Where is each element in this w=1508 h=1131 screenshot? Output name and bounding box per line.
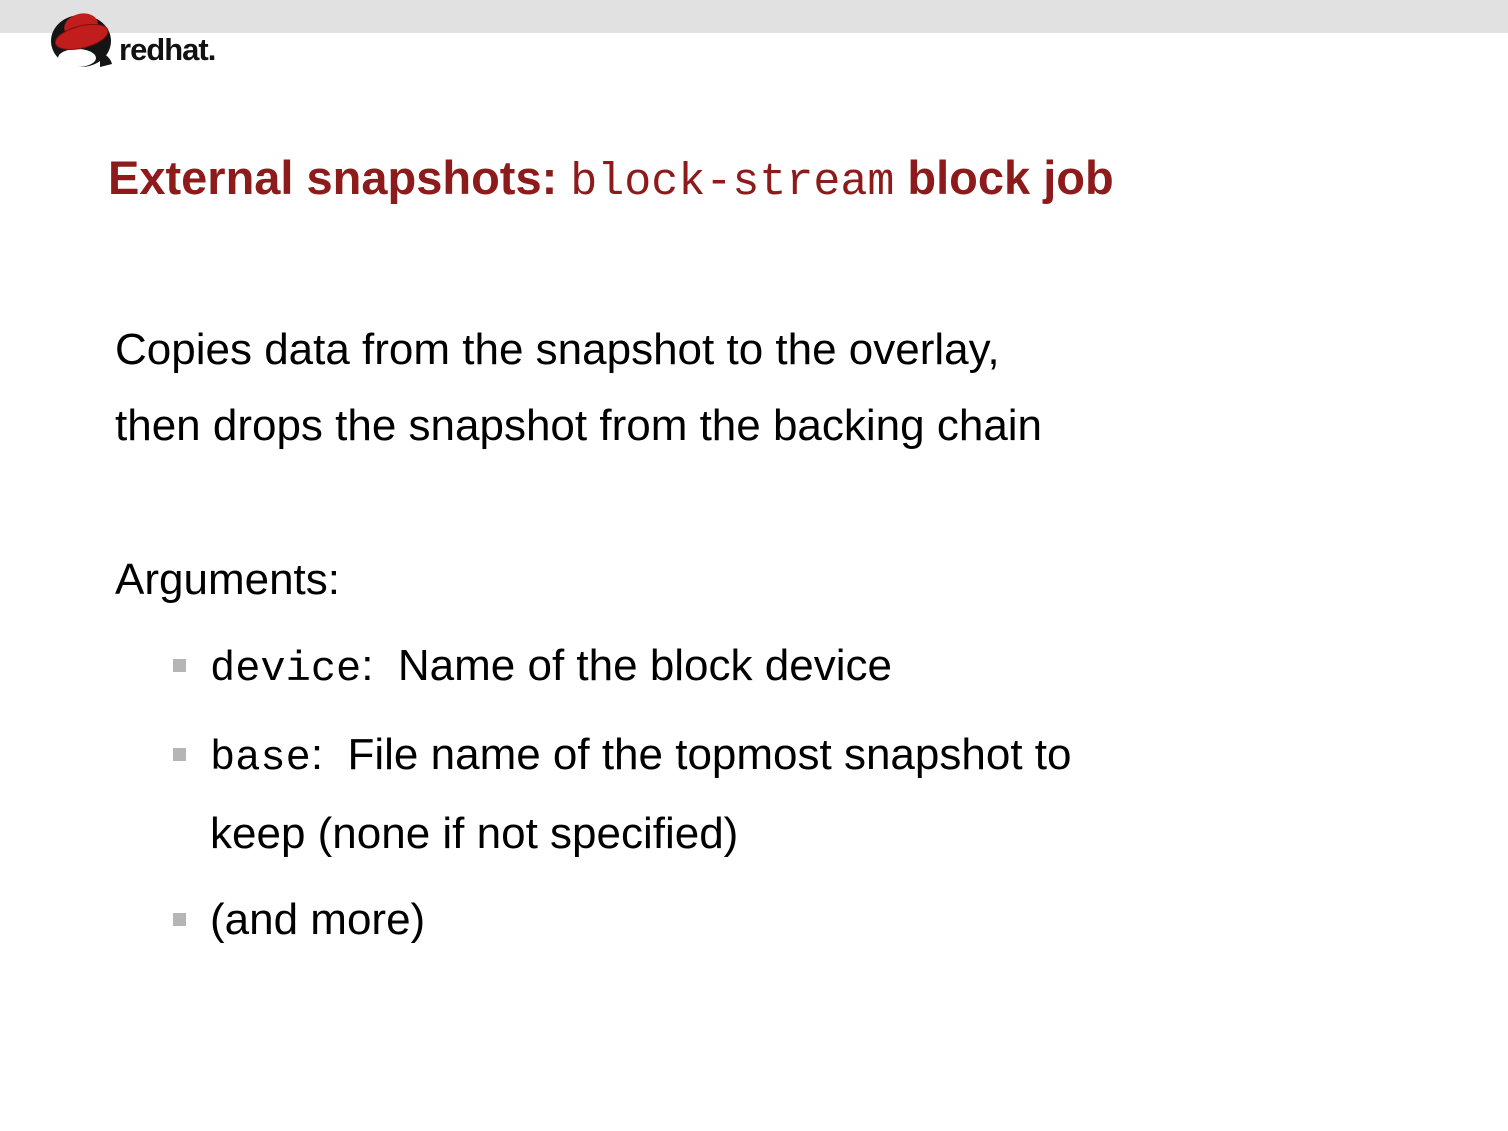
description-paragraph [115, 312, 1405, 464]
base-code: base [210, 734, 311, 782]
redhat-wordmark-hat: hat. [164, 32, 216, 67]
arguments-label: Arguments: [115, 555, 340, 604]
top-gray-bar [0, 0, 1508, 33]
list-item-and-more [115, 882, 1405, 961]
slide-title-code: block-stream [570, 157, 895, 209]
slide-body [115, 312, 1405, 971]
bullet-square-icon [173, 748, 186, 761]
device-text: : Name of the block device [361, 641, 892, 690]
slide-title [108, 147, 1114, 214]
bullet-square-icon [173, 913, 186, 926]
bullet-square-icon [173, 659, 186, 672]
list-item-base [115, 717, 1405, 872]
redhat-logo [48, 10, 215, 68]
list-item-device [115, 628, 1405, 707]
redhat-shadowman-hat-icon [48, 10, 114, 68]
slide-title-part1: External snapshots: [108, 151, 571, 205]
slide-title-part2: block job [894, 151, 1114, 205]
device-code: device [210, 645, 362, 693]
and-more-text: (and more) [210, 895, 426, 944]
description-line-1: Copies data from the snapshot to the overlay, [115, 325, 1000, 374]
base-text: : File name of the topmost snapshot to [310, 730, 1072, 779]
redhat-wordmark-red: red [119, 32, 165, 67]
description-line-2: then drops the snapshot from the backing chain [115, 401, 1043, 450]
redhat-wordmark [119, 34, 215, 68]
arguments-list [115, 628, 1405, 961]
base-text-line2: keep (none if not specified) [210, 809, 739, 858]
